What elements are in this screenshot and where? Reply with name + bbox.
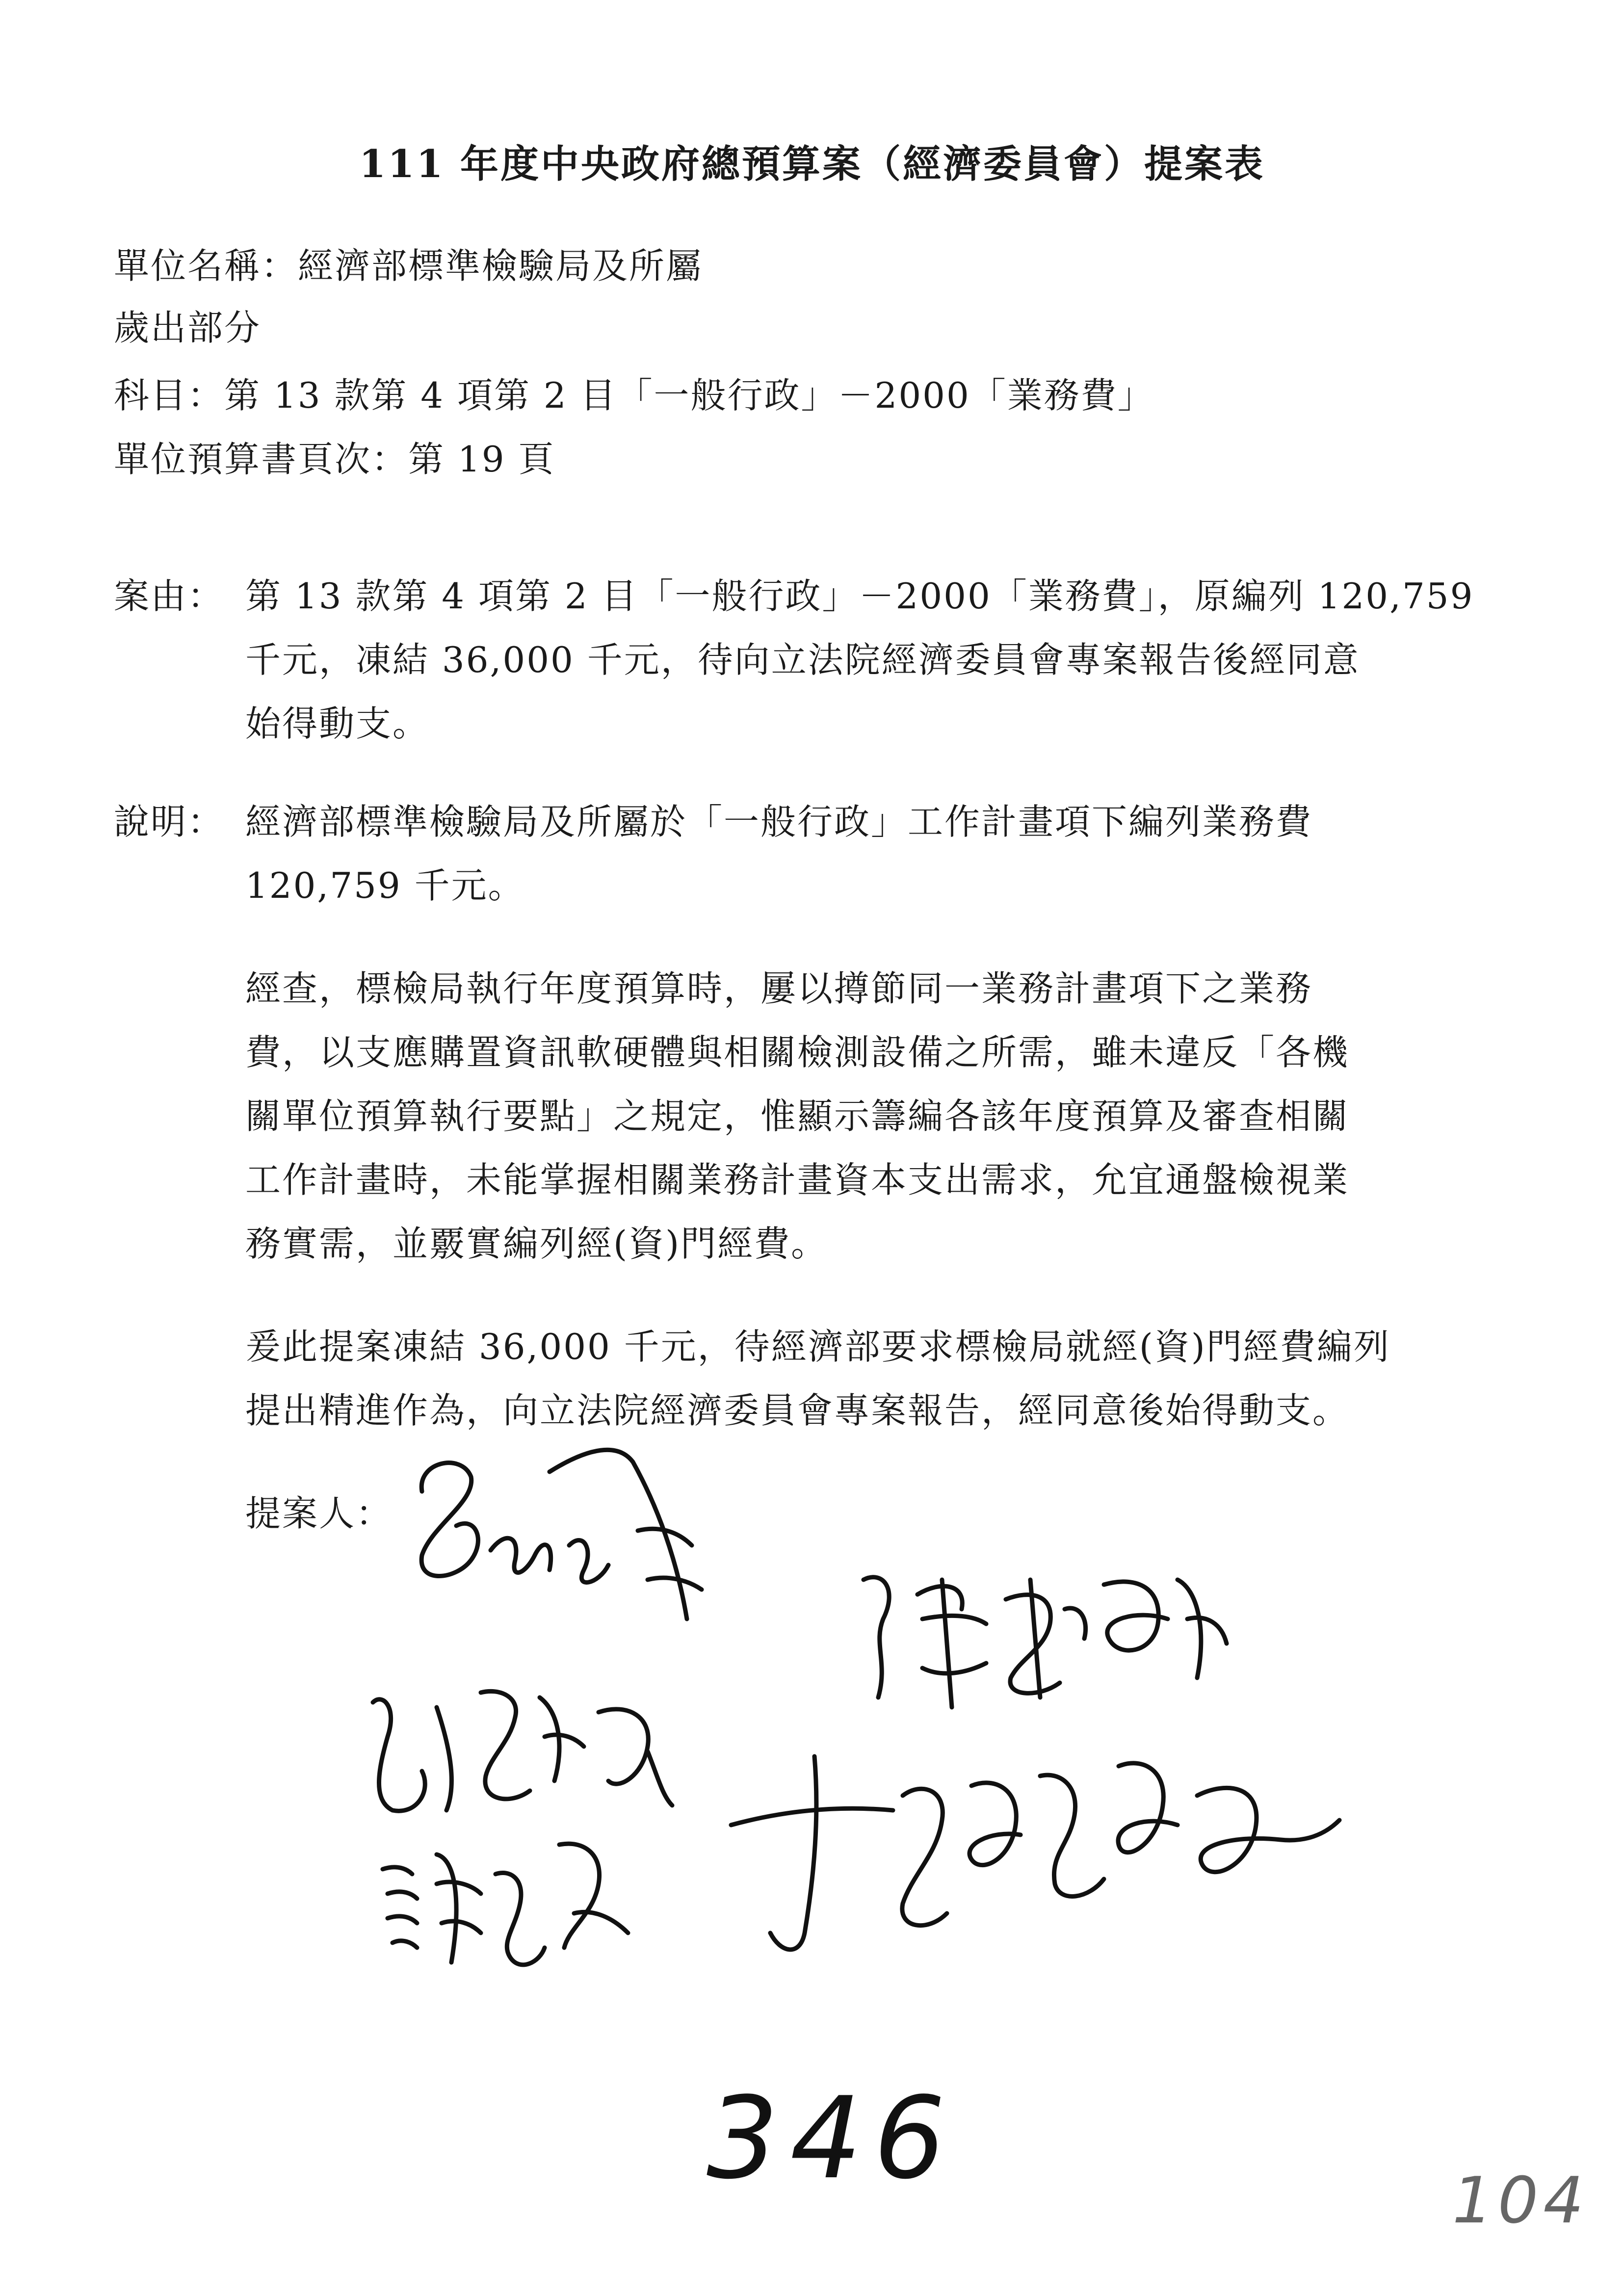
signature-1 xyxy=(402,1433,746,1639)
signature-3 xyxy=(353,1663,726,1825)
budget-page-line: 單位預算書頁次：第 19 頁 xyxy=(114,439,555,480)
sheet-number: 104 xyxy=(1452,2163,1589,2238)
proposal-label: 案由： xyxy=(114,575,225,617)
section-label: 歲出部分 xyxy=(114,307,262,348)
signature-5 xyxy=(373,1815,667,1992)
explanation-line: 120,759 千元。 xyxy=(245,865,525,906)
proposer-label: 提案人： xyxy=(245,1493,393,1534)
page-number: 346 xyxy=(707,2073,957,2204)
explanation-line: 經濟部標準檢驗局及所屬於「一般行政」工作計畫項下編列業務費 xyxy=(245,801,1313,842)
explanation-line: 費，以支應購置資訊軟硬體與相關檢測設備之所需，雖未違反「各機 xyxy=(245,1032,1350,1073)
unit-name: 單位名稱：經濟部標準檢驗局及所屬 xyxy=(114,245,703,287)
signature-4 xyxy=(716,1727,1354,1982)
explanation-line: 務實需，並覈實編列經(資)門經費。 xyxy=(245,1223,828,1264)
proposal-line: 第 13 款第 4 項第 2 目「一般行政」－2000「業務費」，原編列 120,759 xyxy=(245,575,1474,617)
proposal-line: 千元，凍結 36,000 千元，待向立法院經濟委員會專案報告後經同意 xyxy=(245,639,1360,680)
explanation-line: 關單位預算執行要點」之規定，惟顯示籌編各該年度預算及審查相關 xyxy=(245,1096,1350,1137)
explanation-line: 爰此提案凍結 36,000 千元，待經濟部要求標檢局就經(資)門經費編列 xyxy=(245,1326,1390,1367)
explanation-line: 工作計畫時，未能掌握相關業務計畫資本支出需求，允宜通盤檢視業 xyxy=(245,1159,1350,1200)
subject-line: 科目：第 13 款第 4 項第 2 目「一般行政」－2000「業務費」 xyxy=(114,375,1154,416)
explanation-line: 經查，標檢局執行年度預算時，屢以撙節同一業務計畫項下之業務 xyxy=(245,968,1313,1009)
proposal-line: 始得動支。 xyxy=(245,703,430,744)
explanation-label: 說明： xyxy=(114,801,225,842)
signature-2 xyxy=(844,1550,1236,1727)
page-title: 111 年度中央政府總預算案（經濟委員會）提案表 xyxy=(359,142,1265,186)
explanation-line: 提出精進作為，向立法院經濟委員會專案報告，經同意後始得動支。 xyxy=(245,1390,1350,1431)
